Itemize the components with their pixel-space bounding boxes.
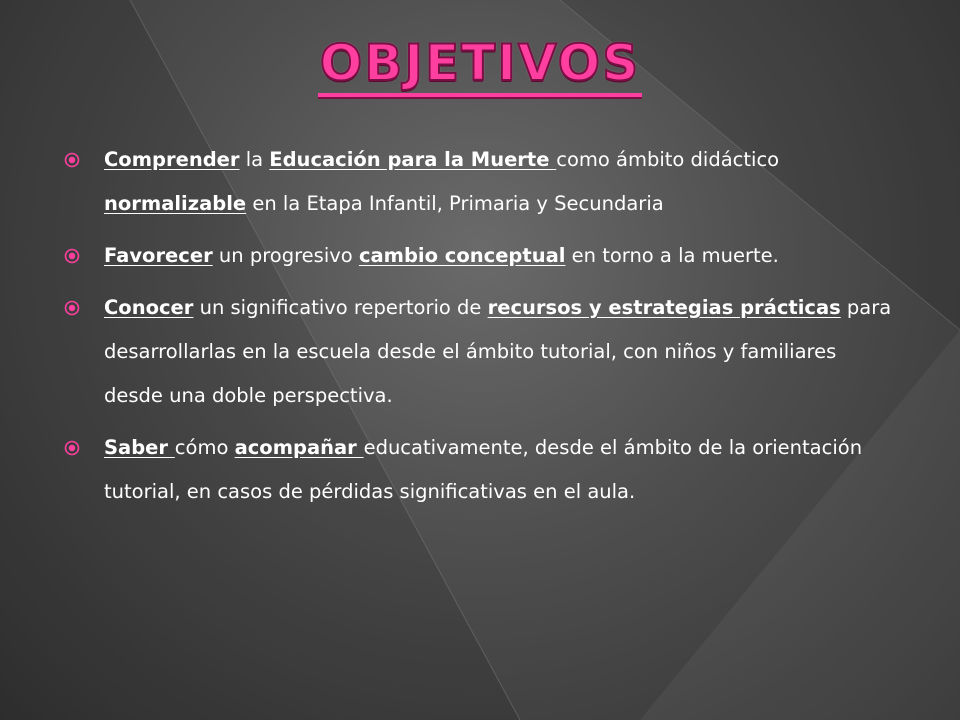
target-bullet-icon — [64, 300, 80, 316]
body-text: en torno a la muerte. — [565, 244, 779, 267]
keyword-text: recursos y estrategias prácticas — [487, 296, 841, 319]
objectives-list — [64, 138, 894, 522]
list-item — [64, 138, 894, 226]
target-bullet-icon — [64, 440, 80, 456]
list-item — [64, 426, 894, 514]
slide-title-text: OBJETIVOS — [318, 35, 642, 97]
list-item — [64, 234, 894, 278]
body-text: la — [239, 148, 270, 171]
body-text: un progresivo — [212, 244, 359, 267]
keyword-text: acompañar — [234, 436, 364, 459]
target-bullet-icon — [64, 152, 80, 168]
keyword-text: Favorecer — [104, 244, 213, 267]
body-text: en la Etapa Infantil, Primaria y Secundaria — [246, 192, 664, 215]
slide-title — [0, 34, 960, 97]
body-text: un significativo repertorio de — [193, 296, 488, 319]
body-text: como ámbito didáctico — [556, 148, 780, 171]
keyword-text: Educación para la Muerte — [269, 148, 557, 171]
keyword-text: normalizable — [104, 192, 247, 215]
keyword-text: Conocer — [104, 296, 194, 319]
body-text: cómo — [174, 436, 235, 459]
keyword-text: cambio conceptual — [358, 244, 566, 267]
body-text: para desarrollarlas en la escuela desde el ámbito tutorial, con niños y familiares desde una doble perspectiva. — [104, 296, 892, 407]
target-bullet-icon — [64, 248, 80, 264]
list-item — [64, 286, 894, 418]
keyword-text: Comprender — [104, 148, 240, 171]
keyword-text: Saber — [104, 436, 175, 459]
body-text: educativamente, desde el ámbito de la orientación tutorial, en casos de pérdidas significativas en el aula. — [104, 436, 863, 503]
